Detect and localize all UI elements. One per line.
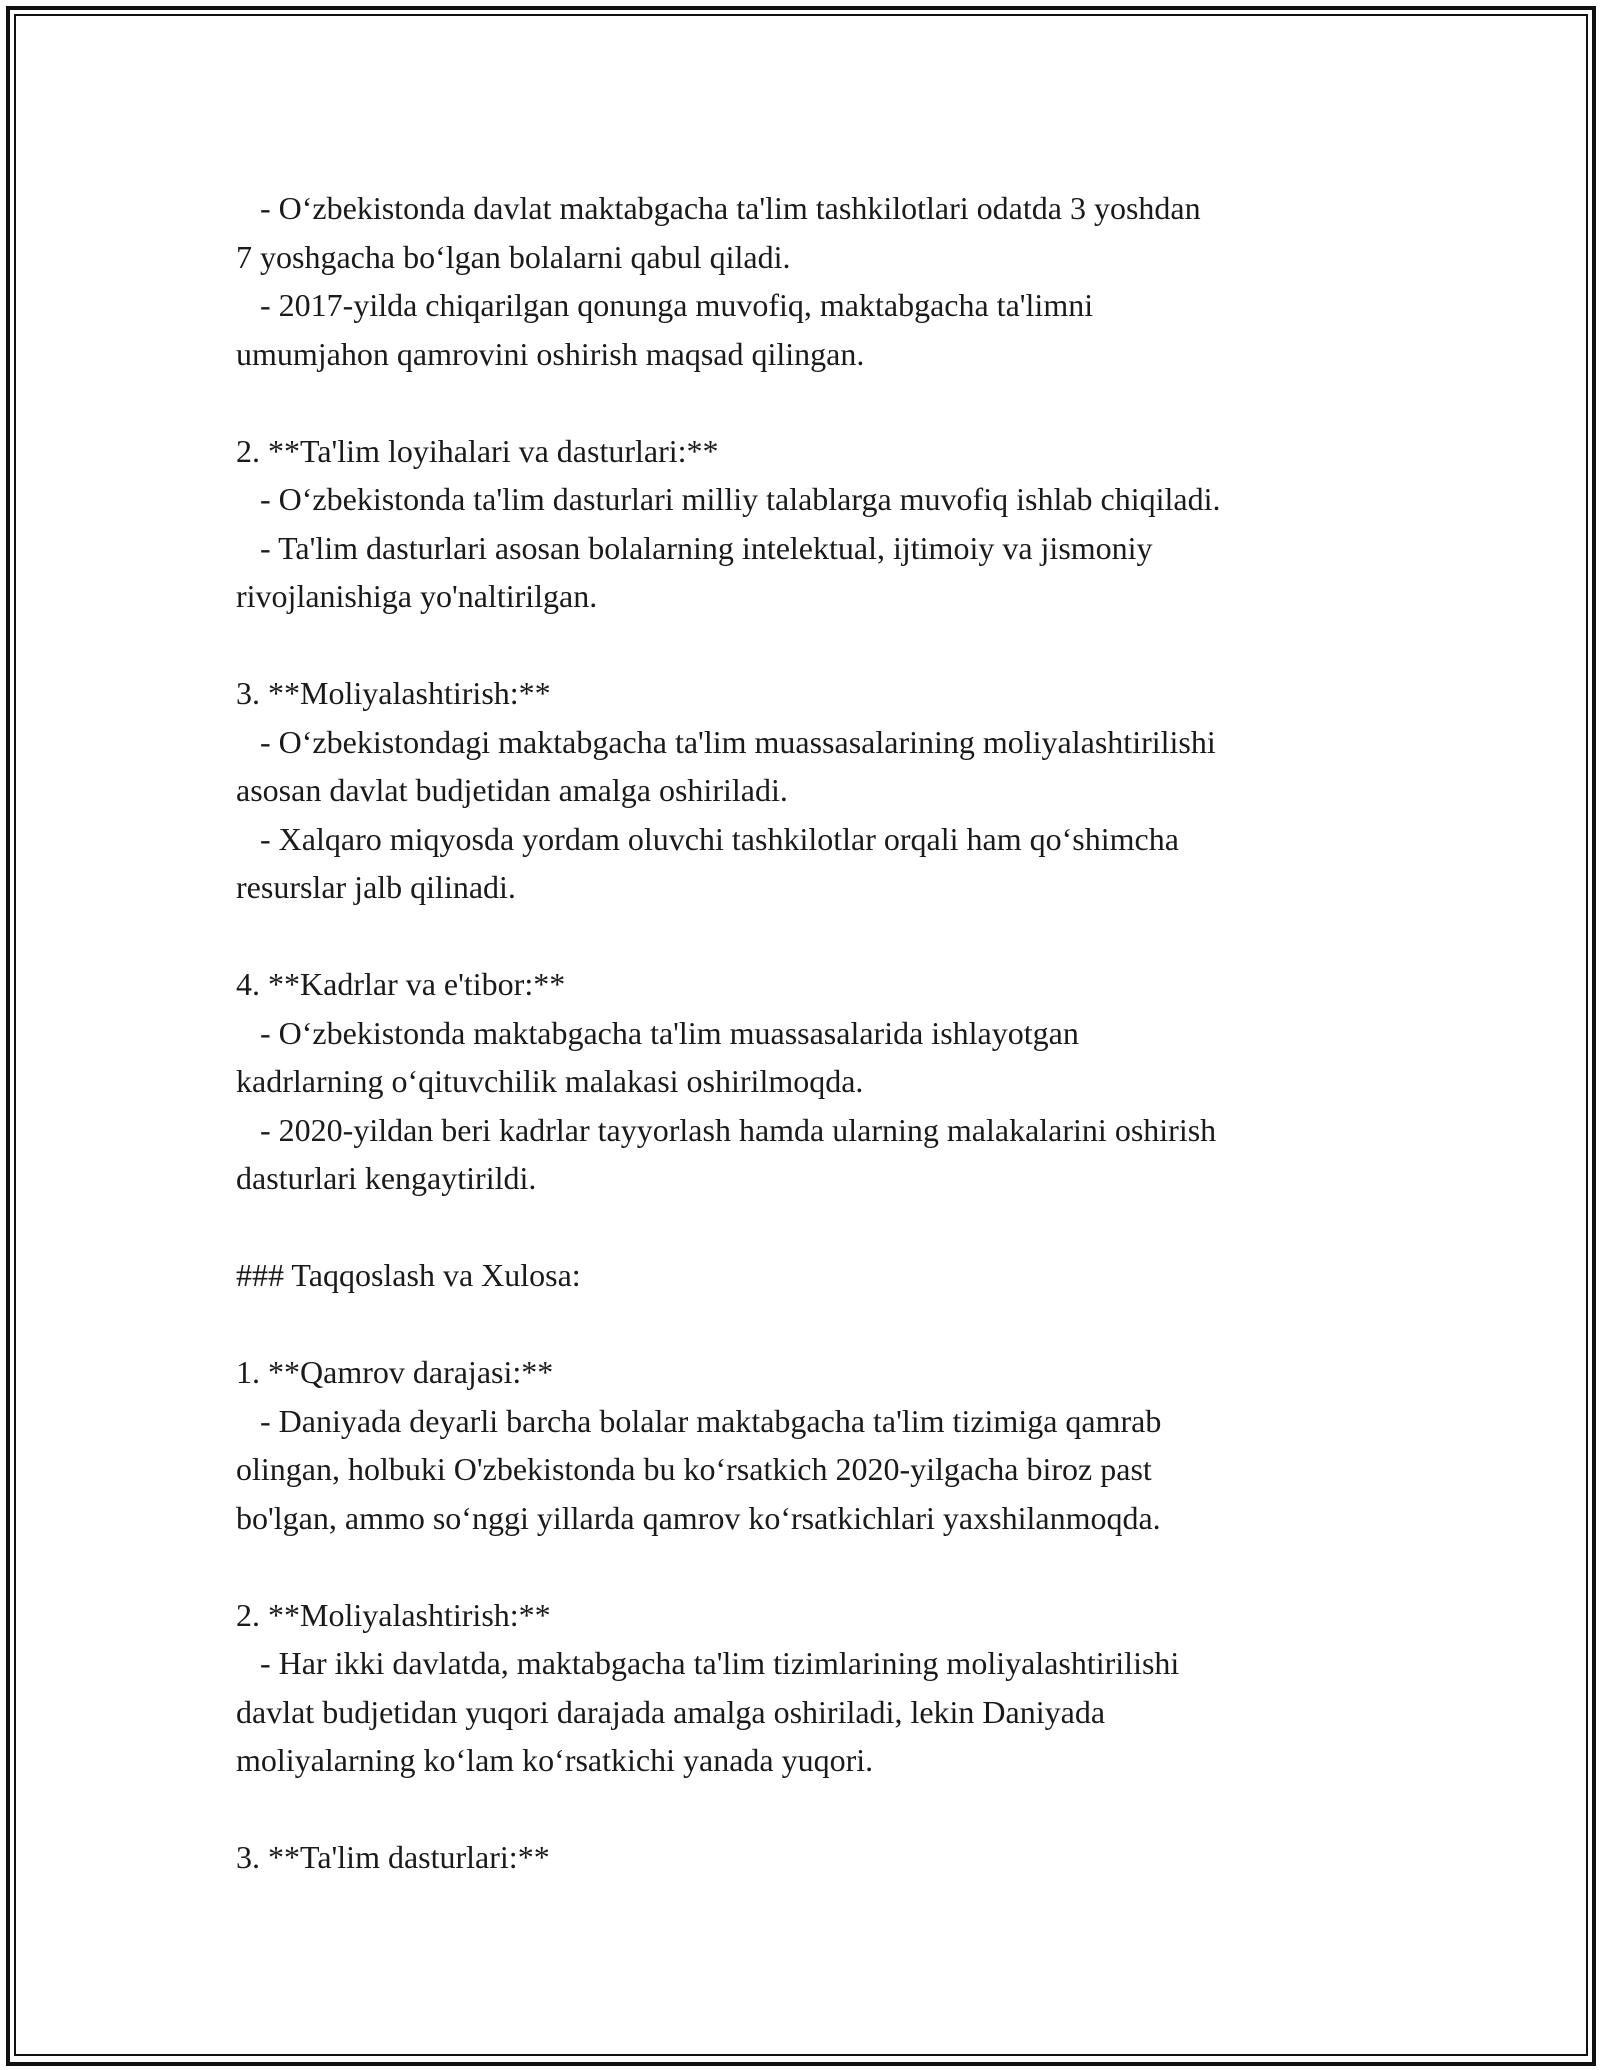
text-line: - Har ikki davlatda, maktabgacha ta'lim tizimlarining moliyalashtirilishi — [236, 1645, 1180, 1681]
text-line: rivojlanishiga yo'naltirilgan. — [236, 578, 598, 614]
text-line: moliyalarning ko‘lam ko‘rsatkichi yanada yuqori. — [236, 1742, 874, 1778]
text-line: resurslar jalb qilinadi. — [236, 869, 516, 905]
text-line: - 2017-yilda chiqarilgan qonunga muvofiq, maktabgacha ta'limni — [236, 287, 1094, 323]
section-heading: 3. **Ta'lim dasturlari:** — [236, 1839, 550, 1875]
text-line: asosan davlat budjetidan amalga oshiriladi. — [236, 772, 788, 808]
text-line: - Daniyada deyarli barcha bolalar maktabgacha ta'lim tizimiga qamrab — [236, 1402, 1162, 1439]
text-line: kadrlarning o‘qituvchilik malakasi oshirilmoqda. — [236, 1063, 864, 1099]
section-heading: 2. **Moliyalashtirish:** — [236, 1596, 551, 1633]
text-line: - O‘zbekistonda maktabgacha ta'lim muassasalarida ishlayotgan — [236, 1014, 1079, 1051]
text-line: 7 yoshgacha bo‘lgan bolalarni qabul qiladi. — [236, 238, 791, 275]
blank-line — [236, 378, 1416, 427]
text-line: olingan, holbuki O'zbekistonda bu ko‘rsatkich 2020-yilgacha biroz past — [236, 1451, 1152, 1487]
section-heading: 4. **Kadrlar va e'tibor:** — [236, 966, 566, 1002]
blank-line — [236, 1542, 1416, 1591]
section-heading: 1. **Qamrov darajasi:** — [236, 1354, 554, 1390]
document-body — [236, 184, 1416, 1882]
blank-line — [236, 1785, 1416, 1834]
text-line: - Ta'lim dasturlari asosan bolalarning intelektual, ijtimoiy va jismoniy — [236, 529, 1153, 566]
blank-line — [236, 621, 1416, 670]
text-line: - O‘zbekistondagi maktabgacha ta'lim muassasalarining moliyalashtirilishi — [236, 723, 1216, 760]
text-line: davlat budjetidan yuqori darajada amalga oshiriladi, lekin Daniyada — [236, 1693, 1106, 1730]
text-line: bo'lgan, ammo so‘nggi yillarda qamrov ko‘rsatkichlari yaxshilanmoqda. — [236, 1499, 1161, 1536]
section-heading: 2. **Ta'lim loyihalari va dasturlari:** — [236, 432, 719, 469]
heading: ### Taqqoslash va Xulosa: — [236, 1257, 581, 1293]
text-line: dasturlari kengaytirildi. — [236, 1160, 537, 1196]
blank-line — [236, 1203, 1416, 1252]
text-line: - O‘zbekistonda davlat maktabgacha ta'lim tashkilotlari odatda 3 yoshdan — [236, 190, 1201, 226]
text-line: umumjahon qamrovini oshirish maqsad qilingan. — [236, 335, 865, 372]
text-line: - Xalqaro miqyosda yordam oluvchi tashkilotlar orqali ham qo‘shimcha — [236, 820, 1179, 857]
blank-line — [236, 912, 1416, 961]
text-line: - O‘zbekistonda ta'lim dasturlari milliy talablarga muvofiq ishlab chiqiladi. — [236, 481, 1221, 517]
text-line: - 2020-yildan beri kadrlar tayyorlash hamda ularning malakalarini oshirish — [236, 1111, 1217, 1148]
section-heading: 3. **Moliyalashtirish:** — [236, 675, 551, 711]
blank-line — [236, 1300, 1416, 1349]
